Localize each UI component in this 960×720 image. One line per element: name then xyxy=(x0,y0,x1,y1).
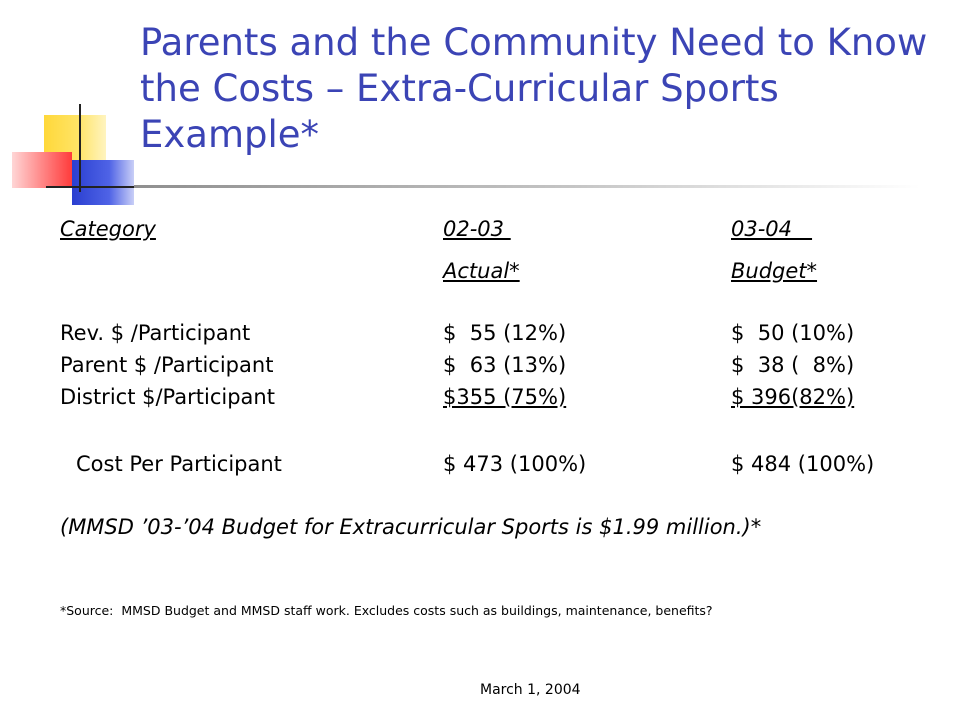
row-budget-parent: $ 38 ( 8%) xyxy=(731,353,855,377)
row-label-district: District $/Participant xyxy=(60,385,275,409)
decorative-red-square xyxy=(12,152,72,188)
decorative-horizontal-line xyxy=(46,186,144,188)
decorative-vertical-line xyxy=(79,104,81,192)
header-0304: 03-04 xyxy=(731,217,813,241)
source-footnote: *Source: MMSD Budget and MMSD staff work. Excludes costs such as buildings, maintenance, benefits? xyxy=(60,603,713,618)
header-0203: 02-03 xyxy=(443,217,511,241)
header-actual: Actual* xyxy=(443,259,520,283)
row-budget-revenue: $ 50 (10%) xyxy=(731,321,855,345)
row-actual-district: $355 (75%) xyxy=(443,385,567,409)
title-underline-rule xyxy=(134,185,920,188)
footer-date: March 1, 2004 xyxy=(480,682,581,698)
row-actual-parent: $ 63 (13%) xyxy=(443,353,567,377)
row-budget-district: $ 396(82%) xyxy=(731,385,855,409)
header-category: Category xyxy=(60,217,156,241)
decorative-blue-square xyxy=(72,160,134,205)
header-budget: Budget* xyxy=(731,259,818,283)
row-label-revenue: Rev. $ /Participant xyxy=(60,321,251,345)
slide-title: Parents and the Community Need to Know the Costs – Extra-Curricular Sports Example* xyxy=(140,21,928,156)
row-label-parent: Parent $ /Participant xyxy=(60,353,274,377)
row-actual-revenue: $ 55 (12%) xyxy=(443,321,567,345)
total-budget: $ 484 (100%) xyxy=(731,452,875,476)
total-label: Cost Per Participant xyxy=(76,452,282,476)
total-actual: $ 473 (100%) xyxy=(443,452,587,476)
budget-note: (MMSD ’03-’04 Budget for Extracurricular Sports is $1.99 million.)* xyxy=(60,515,762,539)
